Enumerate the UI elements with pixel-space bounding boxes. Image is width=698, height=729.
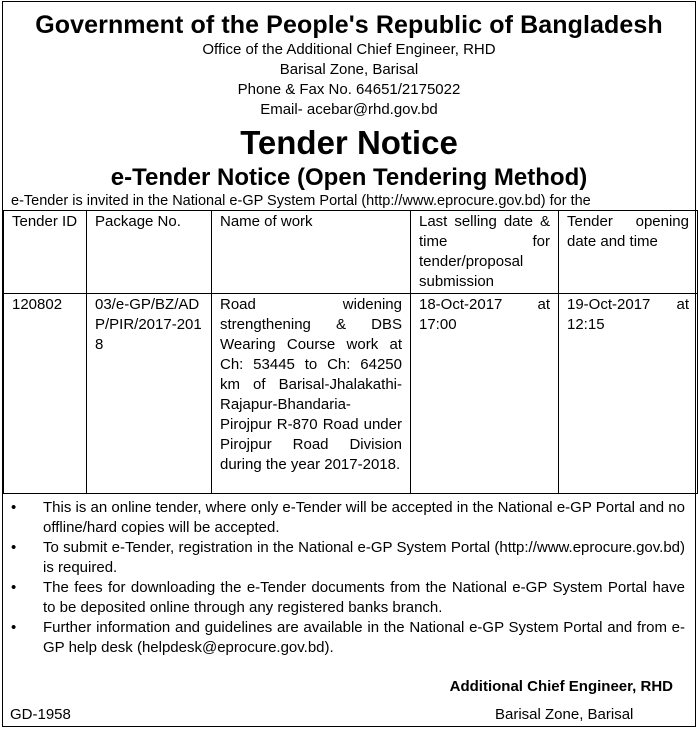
- office-name: Office of the Additional Chief Engineer, RHD: [202, 41, 496, 58]
- list-item: [3, 538, 695, 578]
- cell-name-of-work: Road widening strengthening & DBS Wearing Course work at Ch: 53445 to Ch: 64250 km of Barisal-Jhalakathi-Rajapur-Bhandaria-Pirojpur R-870 Road under Pirojpur Road Division during the year 2017-2018.: [212, 294, 411, 494]
- col-header-package-no: Package No.: [87, 211, 212, 294]
- signature-title: Additional Chief Engineer, RHD: [449, 678, 673, 695]
- tender-table: [3, 210, 698, 494]
- bullet-icon: •: [11, 619, 17, 636]
- col-header-name-of-work: Name of work: [212, 211, 411, 294]
- tender-notice: [2, 1, 696, 727]
- list-item-text: This is an online tender, where only e-Tender will be accepted in the National e-GP Portal and no offline/hard copies will be accepted.: [43, 499, 685, 536]
- col-header-tender-id: Tender ID: [4, 211, 87, 294]
- notice-subtitle: e-Tender Notice (Open Tendering Method): [110, 164, 588, 191]
- signature-zone: Barisal Zone, Barisal: [495, 706, 634, 723]
- table-header-row: [4, 211, 698, 294]
- email-address: Email- acebar@rhd.gov.bd: [260, 101, 438, 118]
- government-title: Government of the People's Republic of Bangladesh: [35, 11, 663, 39]
- zone-name: Barisal Zone, Barisal: [279, 61, 419, 78]
- col-header-opening: Tender opening date and time: [559, 211, 698, 294]
- bullet-icon: •: [11, 499, 17, 516]
- list-item: [3, 578, 695, 618]
- list-item-text: Further information and guidelines are available in the National e-GP System Portal and from e-GP help desk (helpdesk@eprocure.gov.bd).: [43, 619, 685, 656]
- notice-header: [3, 10, 695, 192]
- table-row: [4, 294, 698, 494]
- list-item: [3, 498, 695, 538]
- notice-title: Tender Notice: [240, 124, 458, 161]
- list-item-text: To submit e-Tender, registration in the National e-GP System Portal (http://www.eprocure.gov.bd) is required.: [43, 539, 685, 576]
- bullet-icon: •: [11, 579, 17, 596]
- list-item: [3, 618, 695, 658]
- reference-code: GD-1958: [10, 706, 71, 723]
- conditions-list: [3, 494, 695, 658]
- bullet-icon: •: [11, 539, 17, 556]
- cell-package-no: 03/e-GP/BZ/ADP/PIR/2017-2018: [87, 294, 212, 494]
- list-item-text: The fees for downloading the e-Tender documents from the National e-GP System Portal have to be deposited online through any registered banks branch.: [43, 579, 685, 616]
- intro-text: e-Tender is invited in the National e-GP System Portal (http://www.eprocure.gov.bd) for the: [11, 193, 591, 209]
- phone-fax: Phone & Fax No. 64651/2175022: [237, 81, 461, 98]
- cell-opening: 19-Oct-2017 at 12:15: [559, 294, 698, 494]
- cell-last-selling: 18-Oct-2017 at 17:00: [411, 294, 559, 494]
- col-header-last-selling: Last selling date & time for tender/proposal submission: [411, 211, 559, 294]
- cell-tender-id: 120802: [4, 294, 87, 494]
